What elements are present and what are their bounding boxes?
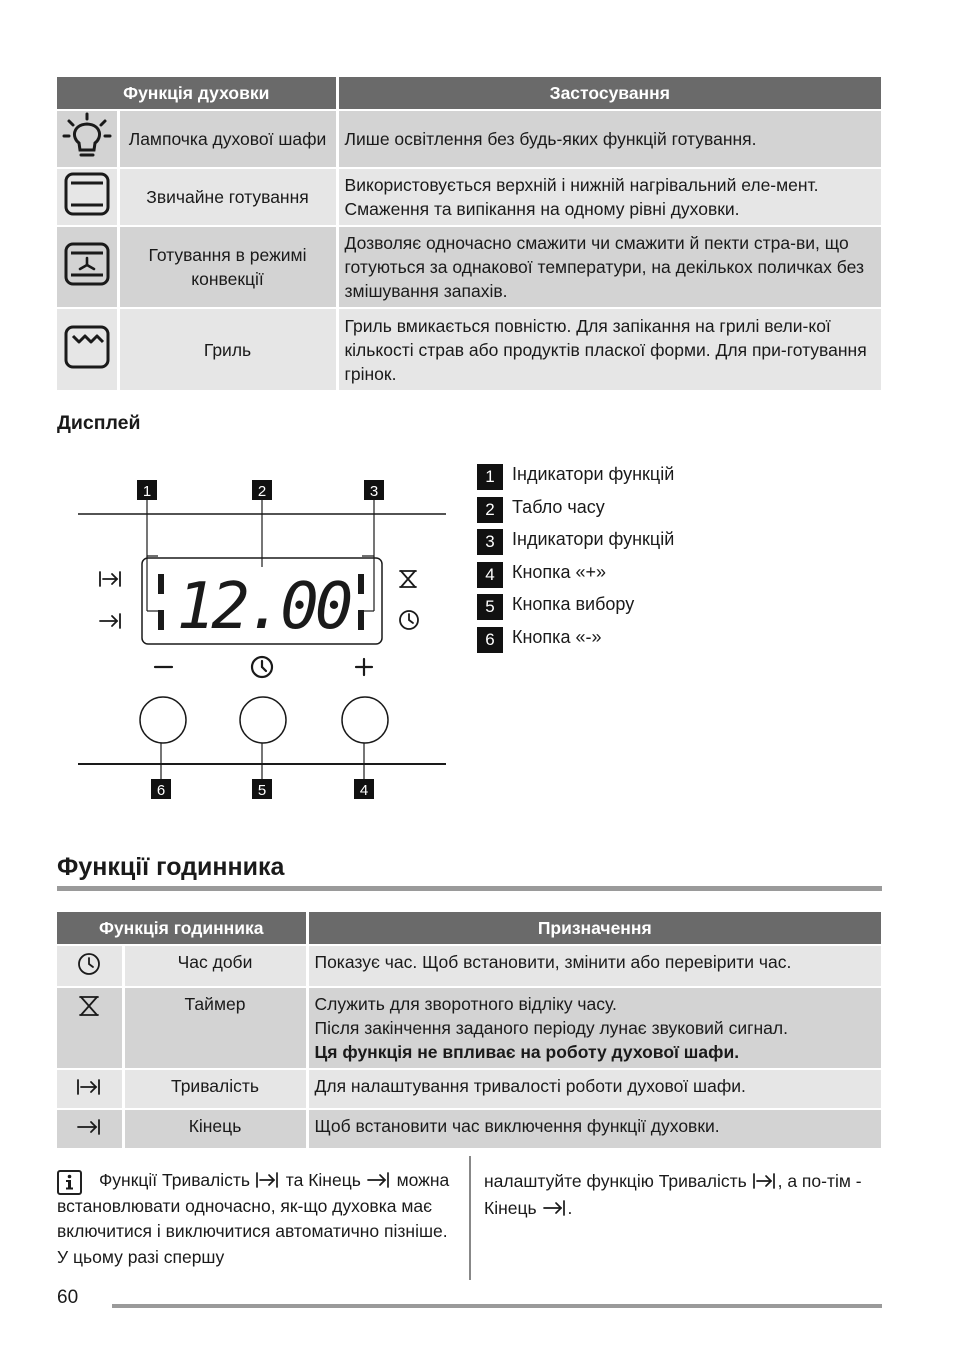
function-indicator — [158, 574, 164, 594]
display-legend — [477, 462, 674, 657]
legend-item — [477, 527, 674, 560]
function-description: Дозволяє одночасно смажити чи смажити й пекти стра-ви, що готуються за однакової температури, на декількох поличках без змішування запахів. — [337, 226, 881, 308]
time-readout: 12.00 — [176, 570, 350, 644]
clock-functions-table — [57, 912, 881, 1148]
legend-label: Кнопка «-» — [512, 626, 602, 647]
table-row — [57, 226, 881, 308]
table-row — [57, 987, 881, 1069]
lamp-icon — [57, 110, 118, 168]
legend-item — [477, 462, 674, 495]
legend-label: Індикатори функцій — [512, 529, 675, 549]
svg-text:3: 3 — [369, 483, 379, 500]
select-button[interactable] — [240, 697, 286, 743]
oven-table-header-usage: Застосування — [337, 77, 881, 110]
svg-text:1: 1 — [142, 483, 152, 500]
display-heading: Дисплей — [57, 412, 141, 434]
function-name: Час доби — [123, 945, 307, 987]
legend-number: 4 — [477, 562, 503, 588]
select-clock-icon — [252, 657, 272, 677]
svg-text:5: 5 — [257, 782, 267, 799]
timer-desc-line2: Після закінчення заданого періоду лунає звуковий сигнал. — [314, 1018, 788, 1038]
table-row — [57, 168, 881, 226]
function-name: Готування в режимі конвекції — [118, 226, 337, 308]
table-row — [57, 1069, 881, 1109]
function-description: Використовується верхній і нижній нагрівальний еле-мент. Смаження та випікання на одному рівні духовки. — [337, 168, 881, 226]
clock-table-header-purpose: Призначення — [307, 912, 881, 945]
clock-icon — [400, 611, 418, 629]
timer-desc-note: Ця функція не впливає на роботу духової шафи. — [314, 1042, 740, 1062]
note-text-left: Функції Тривалість та Кінець можна встановлювати одночасно, як-що духовка має включитися і виключитися автоматично пізніше. У цьому разі спершу — [57, 1170, 450, 1267]
duration-icon — [255, 1171, 281, 1189]
legend-number: 3 — [477, 529, 503, 555]
function-description: Гриль вмикається повністю. Для запікання на грилі вели-кої кількості страв або продуктів пласкої форми. Для при-готування грінок. — [337, 308, 881, 390]
clock-table-header-function: Функція годинника — [57, 912, 307, 945]
legend-item — [477, 592, 674, 625]
column-divider — [469, 1156, 471, 1280]
legend-label: Табло часу — [512, 496, 605, 517]
svg-text:6: 6 — [156, 782, 166, 799]
plus-icon — [356, 659, 372, 675]
legend-label: Індикатори функцій — [512, 464, 675, 484]
clock-icon — [57, 945, 123, 987]
minus-button[interactable] — [140, 697, 186, 743]
svg-text:4: 4 — [359, 782, 369, 799]
table-row — [57, 110, 881, 168]
oven-functions-table — [57, 77, 881, 390]
table-row — [57, 308, 881, 390]
function-name: Таймер — [123, 987, 307, 1069]
legend-number: 6 — [477, 627, 503, 653]
function-description: Показує час. Щоб встановити, змінити або перевірити час. — [307, 945, 881, 987]
page-number: 60 — [57, 1287, 79, 1308]
conventional-heat-icon — [57, 168, 118, 226]
function-description — [307, 987, 881, 1069]
function-name: Кінець — [123, 1109, 307, 1148]
note-text-right: налаштуйте функцію Тривалість , а по-тім - Кінець . — [484, 1171, 862, 1218]
legend-number: 1 — [477, 464, 503, 490]
hourglass-icon — [57, 987, 123, 1069]
duration-icon — [752, 1172, 778, 1190]
footer-rule — [112, 1304, 882, 1308]
function-indicator — [358, 610, 364, 630]
legend-item — [477, 495, 674, 528]
function-name: Звичайне готування — [118, 168, 337, 226]
duration-icon — [100, 572, 120, 586]
plus-button[interactable] — [342, 697, 388, 743]
legend-label: Кнопка «+» — [512, 561, 606, 582]
legend-number: 5 — [477, 594, 503, 620]
fan-cooking-icon — [57, 226, 118, 308]
section-divider — [57, 886, 882, 891]
legend-item — [477, 625, 674, 658]
function-description: Лише освітлення без будь-яких функцій готування. — [337, 110, 881, 168]
end-icon — [57, 1109, 123, 1148]
svg-text:2: 2 — [257, 483, 267, 500]
end-icon — [100, 614, 120, 628]
clock-functions-heading: Функції годинника — [57, 853, 285, 881]
function-description: Для налаштування тривалості роботи духової шафи. — [307, 1069, 881, 1109]
function-description: Щоб встановити час виключення функції духовки. — [307, 1109, 881, 1148]
function-indicator — [358, 574, 364, 594]
oven-table-header-function: Функція духовки — [57, 77, 337, 110]
legend-item — [477, 560, 674, 593]
display-diagram — [70, 470, 460, 810]
legend-number: 2 — [477, 497, 503, 523]
legend-label: Кнопка вибору — [512, 594, 635, 614]
end-icon — [542, 1199, 568, 1217]
timer-desc-line1: Служить для зворотного відліку часу. — [314, 994, 617, 1014]
function-name: Тривалість — [123, 1069, 307, 1109]
function-indicator — [158, 610, 164, 630]
grill-icon — [57, 308, 118, 390]
function-name: Лампочка духової шафи — [118, 110, 337, 168]
duration-icon — [57, 1069, 123, 1109]
function-name: Гриль — [118, 308, 337, 390]
end-icon — [366, 1171, 392, 1189]
hourglass-icon — [400, 571, 416, 587]
table-row — [57, 1109, 881, 1148]
table-row — [57, 945, 881, 987]
